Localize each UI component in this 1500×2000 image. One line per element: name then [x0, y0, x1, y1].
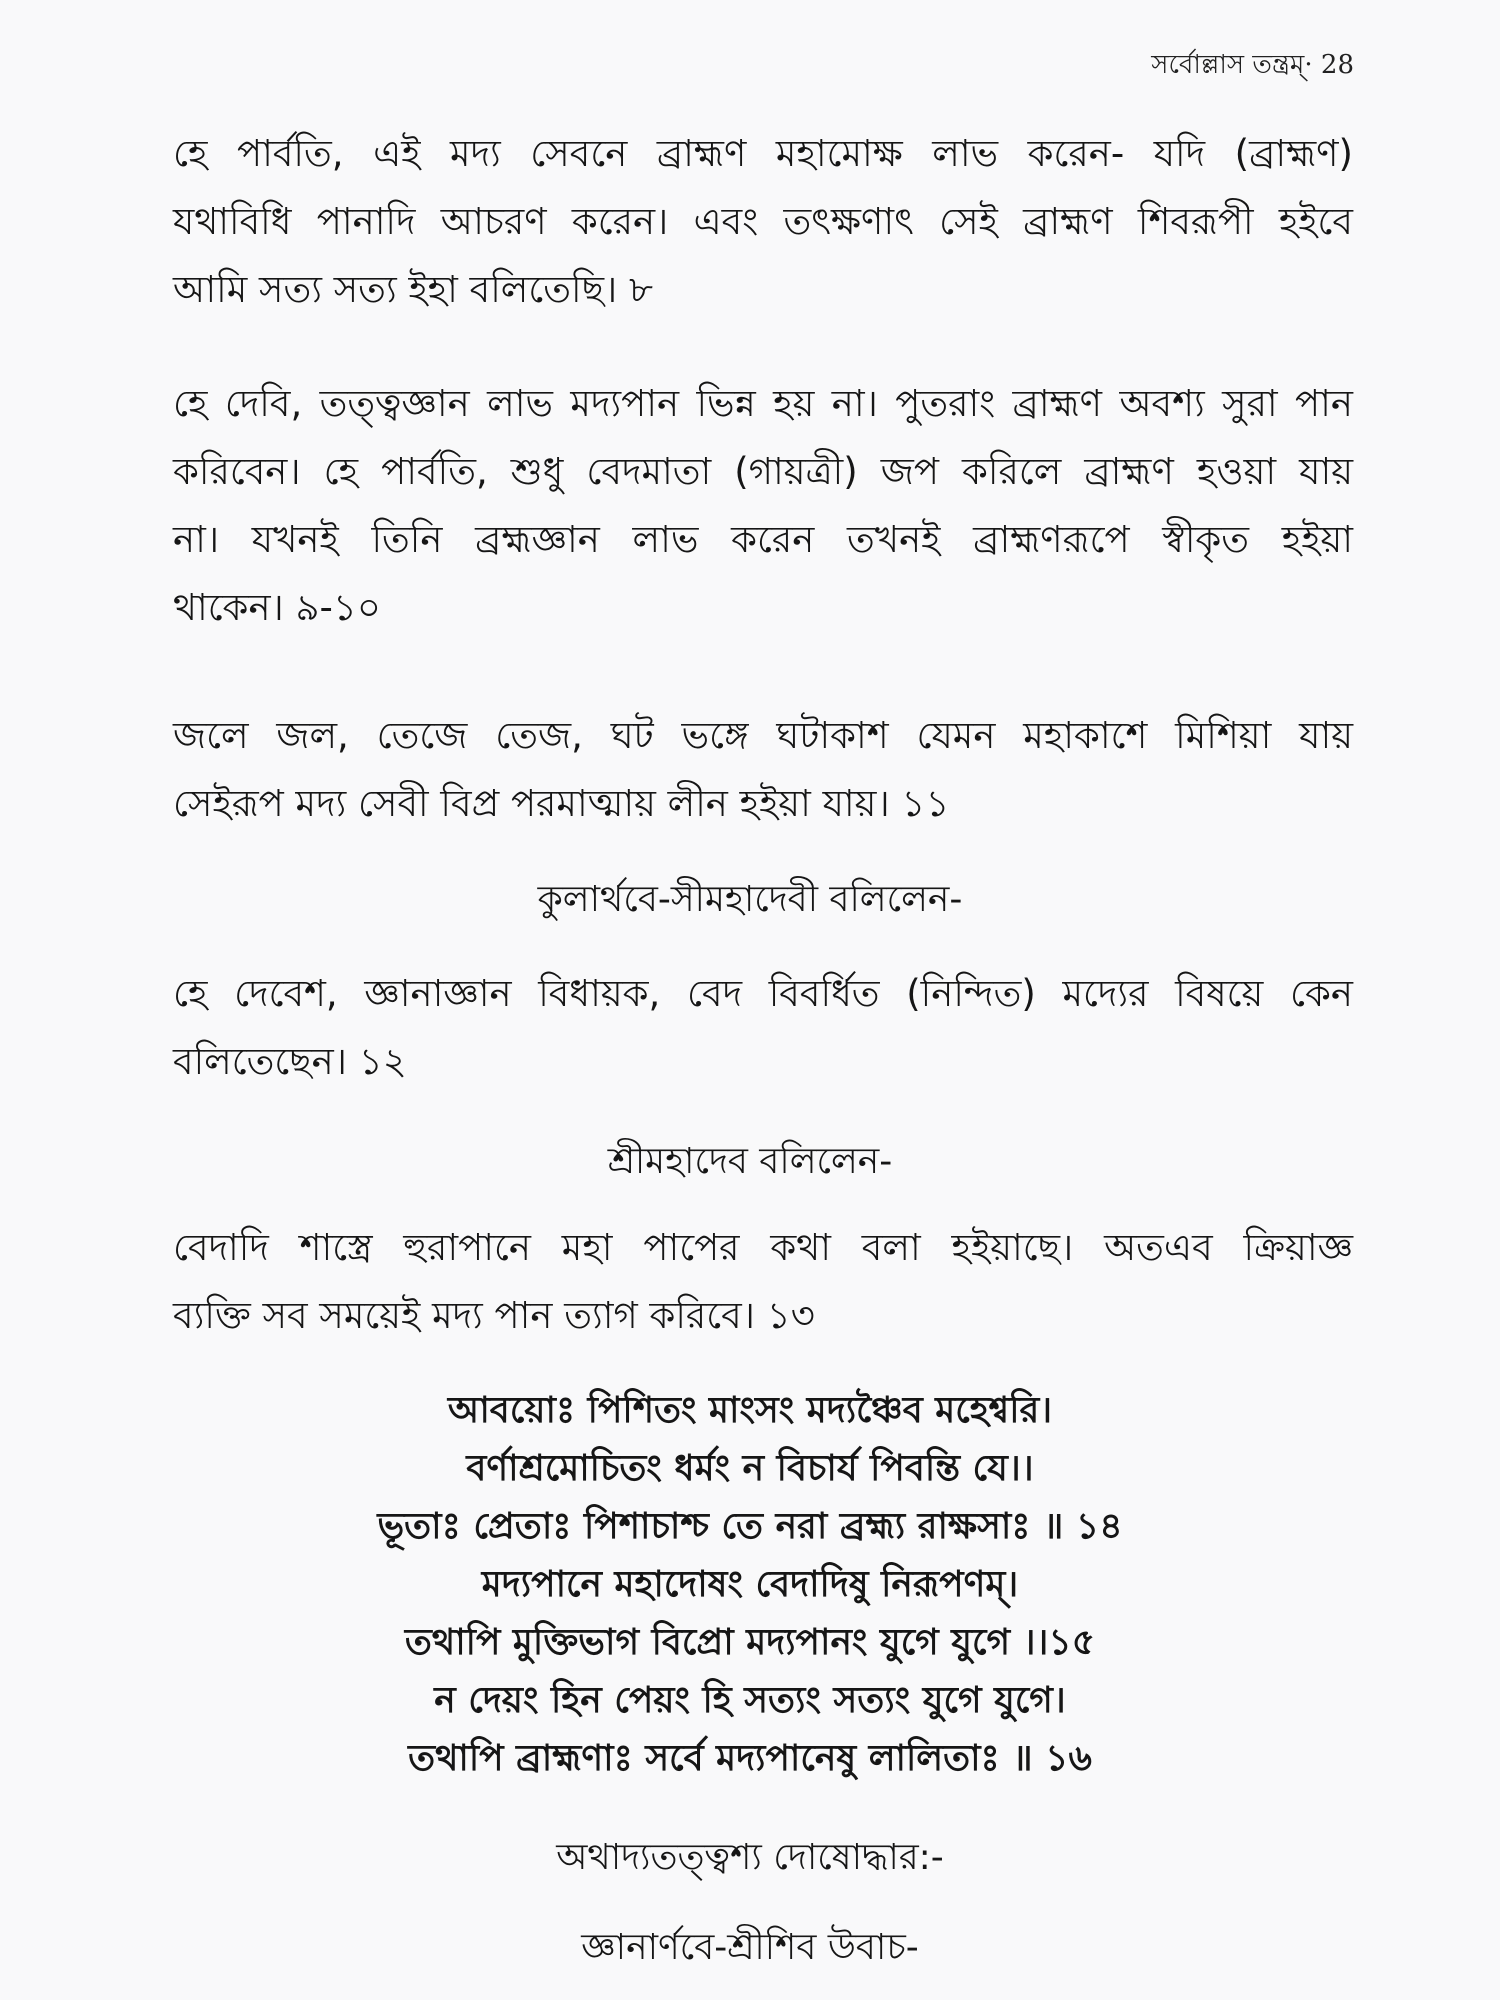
paragraph-line: ব্যক্তি সব সময়েই মদ্য পান ত্যাগ করিবে। ১৩: [173, 1294, 815, 1337]
verse-line: ন দেয়ং হিন পেয়ং হি সত্যং সত্যং যুগে যুগে।: [434, 1680, 1066, 1721]
verse-line: তথাপি ব্রাহ্মণাঃ সর্বে মদ্যপানেষু লালিতাঃ ॥ ১৬: [408, 1738, 1092, 1779]
verse-line: তথাপি মুক্তিভাগ বিপ্রো মদ্যপানং যুগে যুগে ।।১৫: [404, 1622, 1096, 1663]
page-header: সর্বোল্লাস তন্ত্রম্‌· 28: [1151, 50, 1354, 80]
paragraph-line: আমি সত্য সত্য ইহা বলিতেছি। ৮: [173, 268, 654, 311]
paragraph-line: বলিতেছেন। ১২: [173, 1040, 407, 1083]
paragraph-line: জলে জল, তেজে তেজ, ঘট ভঙ্গে ঘটাকাশ যেমন মহাকাশে মিশিয়া যায়: [173, 714, 1353, 757]
paragraph-3: [173, 702, 1353, 838]
verse-line: মদ্যপানে মহাদোষং বেদাদিষু নিরূপণম্।: [481, 1564, 1019, 1605]
paragraph-1: [173, 120, 1353, 324]
paragraph-line: থাকেন। ৯-১০: [173, 586, 381, 629]
verse-line: আবয়োঃ পিশিতং মাংসং মদ্যঞ্চৈব মহেশ্বরি।: [447, 1390, 1053, 1431]
heading-kularnava: কুলার্থবে-সীমহাদেবী বলিলেন-: [537, 879, 963, 920]
paragraph-line: হে পার্বতি, এই মদ্য সেবনে ব্রাহ্মণ মহামোক্ষ লাভ করেন- যদি (ব্রাহ্মণ): [173, 132, 1353, 175]
paragraph-line: না। যখনই তিনি ব্রহ্মজ্ঞান লাভ করেন তখনই ব্রাহ্মণরূপে স্বীকৃত হইয়া: [173, 518, 1353, 561]
paragraph-line: হে দেবেশ, জ্ঞানাজ্ঞান বিধায়ক, বেদ বিবর্ধিত (নিন্দিত) মদ্যের বিষয়ে কেন: [173, 972, 1353, 1015]
paragraph-4: [173, 960, 1353, 1096]
paragraph-line: সেইরূপ মদ্য সেবী বিপ্র পরমাত্মায় লীন হইয়া যায়। ১১: [173, 782, 950, 825]
paragraph-line: করিবেন। হে পার্বতি, শুধু বেদমাতা (গায়ত্রী) জপ করিলে ব্রাহ্মণ হওয়া যায়: [173, 450, 1353, 493]
verse-line: ভূতাঃ প্রেতাঃ পিশাচাশ্চ তে নরা ব্রহ্ম্য রাক্ষসাঃ ॥ ১৪: [377, 1506, 1123, 1547]
heading-jnanarnava: জ্ঞানার্ণবে-শ্রীশিব উবাচ-: [581, 1927, 919, 1968]
heading-athadya: অথাদ্যতত্ত্বশ্য দোষোদ্ধার:-: [556, 1837, 944, 1878]
paragraph-5: [173, 1214, 1353, 1350]
paragraph-line: বেদাদি শাস্ত্রে হুরাপানে মহা পাপের কথা বলা হইয়াছে। অতএব ক্রিয়াজ্ঞ: [173, 1226, 1353, 1269]
paragraph-line: যথাবিধি পানাদি আচরণ করেন। এবং তৎক্ষণাৎ সেই ব্রাহ্মণ শিবরূপী হইবে: [173, 200, 1353, 243]
verse-line: বর্ণাশ্রমোচিতং ধর্মং ন বিচার্য পিবন্তি যে।।: [466, 1448, 1034, 1489]
heading-srimahadeva: শ্রীমহাদেব বলিলেন-: [607, 1141, 893, 1182]
paragraph-line: হে দেবি, তত্ত্বজ্ঞান লাভ মদ্যপান ভিন্ন হয় না। পুতরাং ব্রাহ্মণ অবশ্য সুরা পান: [173, 382, 1353, 425]
sanskrit-verses: [0, 1382, 1500, 1788]
paragraph-2: [173, 370, 1353, 642]
